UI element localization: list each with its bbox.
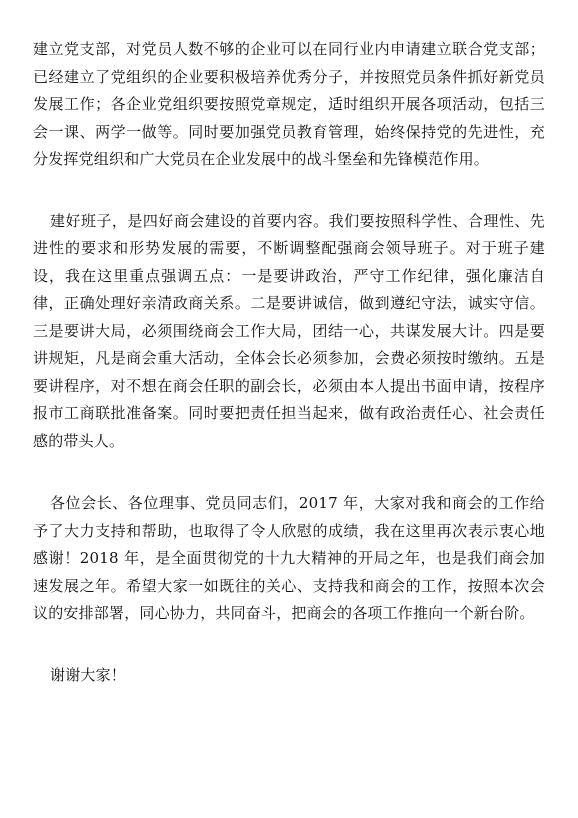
paragraph-acknowledgement: 各位会长、各位理事、党员同志们，2017 年，大家对我和商会的工作给予了大力支持和帮助，也取得了令人欣慰的成绩，我在这里再次表示衷心地感谢！2018 年，是全面贯彻党的十九大精神的开局之年，也是我们商会加速发展之年。希望大家一如既往的关心、支持我和商会的工作，按照本次会议的安排部署，同心协力，共同奋斗，把商会的各项工作推向一个新台阶。	[33, 494, 545, 622]
paragraph-closing: 谢谢大家！	[50, 665, 127, 684]
paragraph-leadership-team: 建好班子，是四好商会建设的首要内容。我们要按照科学性、合理性、先进性的要求和形势发展的需要，不断调整配强商会领导班子。对于班子建设，我在这里重点强调五点：一是要讲政治，严守工作纪律，强化廉洁自律，正确处理好亲清政商关系。二是要讲诚信，做到遵纪守法，诚实守信。三是要讲大局，必须围绕商会工作大局，团结一心，共谋发展大计。四是要讲规矩，凡是商会重大活动，全体会长必须参加，会费必须按时缴纳。五是要讲程序，对不想在商会任职的副会长，必须由本人提出书面申请，按程序报市工商联批准备案。同时要把责任担当起来，做有政治责任心、社会责任感的带头人。	[33, 211, 545, 450]
paragraph-party-building: 建立党支部，对党员人数不够的企业可以在同行业内申请建立联合党支部；已经建立了党组织的企业要积极培养优秀分子，并按照党员条件抓好新党员发展工作；各企业党组织要按照党章规定，适时组织开展各项活动，包括三会一课、两学一做等。同时要加强党员教育管理，始终保持党的先进性，充分发挥党组织和广大党员在企业发展中的战斗堡垒和先锋模范作用。	[33, 40, 545, 168]
document-page	[33, 36, 545, 689]
